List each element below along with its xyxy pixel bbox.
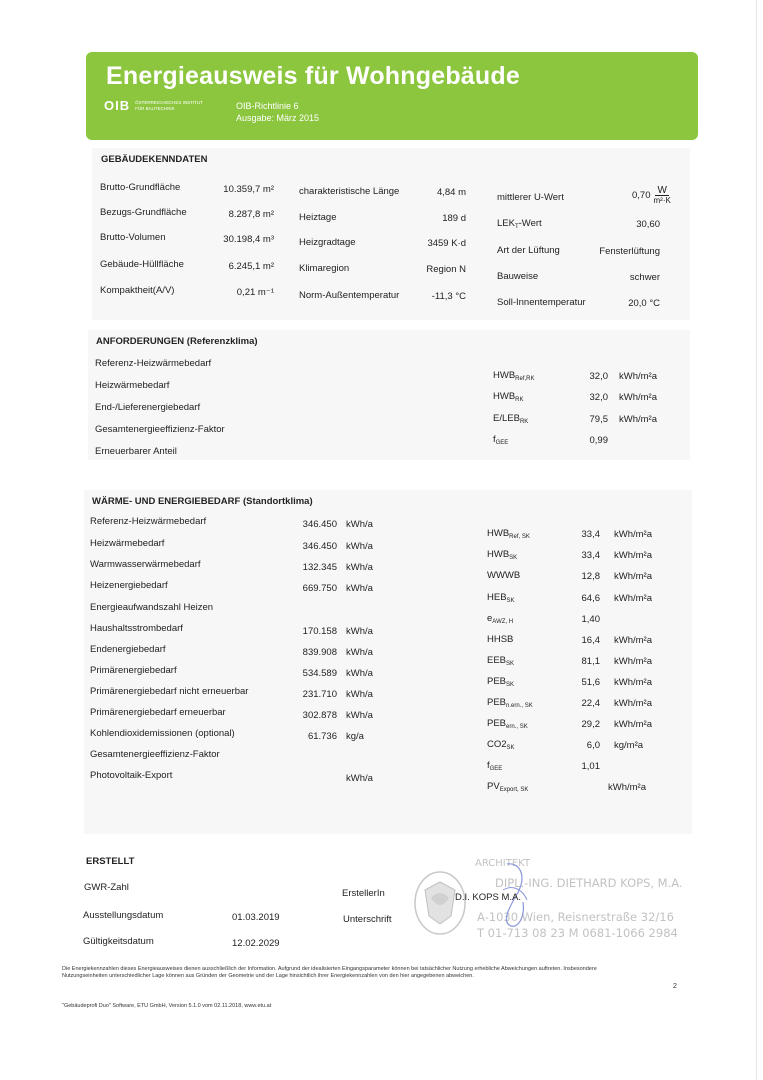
waerme-label: Endenergiebedarf: [90, 644, 166, 655]
anf-key-sub: RK: [515, 397, 524, 403]
anf-key-sub: GEE: [495, 440, 509, 446]
waerme-key: [487, 570, 520, 581]
geb-value: 3459 K·d: [427, 238, 466, 249]
waerme-key-value: 1,40: [581, 614, 600, 625]
waerme-key-value: 64,6: [581, 593, 600, 604]
anforderungen-title: ANFORDERUNGEN (Referenzklima): [96, 336, 258, 347]
erstellt-title: ERSTELLT: [86, 856, 135, 867]
disclaimer: Die Energiekennzahlen dieses Energieausweises dienen ausschließlich der Information. Aufgrund der idealisierten Eingangsparameter können bei tatsächlicher Nutzung erhebliche Abweichungen auftreten. Insbesondere Nutzungseinheiten unterschiedlicher Lage können aus Gründen der Geometrie und der Lage hinsichtlich ihrer Energiekennzahlen von den hier angegebenen abweichen.: [62, 966, 597, 979]
waerme-key: [487, 549, 517, 561]
waerme-panel: [84, 490, 692, 834]
waerme-key-base: PEB: [487, 697, 507, 708]
geb-value: -11,3 °C: [431, 291, 466, 302]
waerme-key-base: HWB: [487, 549, 510, 560]
geb-label: [497, 218, 542, 230]
waerme-key: [487, 634, 513, 645]
waerme-unit: kg/a: [346, 731, 364, 742]
waerme-key: [487, 592, 515, 604]
waerme-unit: kWh/a: [346, 519, 373, 530]
waerme-key: [487, 655, 514, 667]
waerme-key-sub: SK: [506, 745, 515, 751]
waerme-key-base: PV: [487, 781, 500, 792]
geb-label-text: Bauweise: [497, 271, 539, 282]
waerme-key: [487, 697, 533, 709]
waerme-value: 302.878: [302, 710, 337, 721]
stamp-line-4: T 01-713 08 23 M 0681-1066 2984: [477, 926, 678, 940]
software-note: "Gebäudeprofi Duo" Software, ETU GmbH, Version 5.1.0 vom 02.11.2018, www.etu.at: [62, 1003, 272, 1009]
geb-label: Heizgradtage: [299, 237, 356, 248]
waerme-value: 231.710: [302, 689, 337, 700]
waerme-value: 669.750: [302, 583, 337, 594]
waerme-key-value: 6,0: [586, 740, 600, 751]
waerme-label: Gesamtenergieeffizienz-Faktor: [90, 749, 220, 760]
waerme-key-unit: kWh/m²a: [614, 571, 652, 582]
geb-value: 6.245,1 m²: [228, 261, 274, 272]
architect-stamp: [405, 858, 695, 948]
u-unit-num: W: [657, 185, 667, 196]
anf-key-sub: Ref,RK: [515, 376, 535, 382]
waerme-key: [487, 760, 502, 772]
geb-value: Region N: [426, 264, 466, 275]
geb-value: schwer: [629, 272, 660, 283]
geb-label: [497, 192, 564, 203]
geb-label: [497, 297, 586, 308]
waerme-unit: kWh/a: [346, 562, 373, 573]
anf-value: 0,99: [589, 435, 608, 446]
oib-logo: [104, 98, 213, 113]
waerme-label: Heizwärmebedarf: [90, 538, 165, 549]
anf-key: [493, 434, 508, 446]
geb-value: 189 d: [442, 213, 466, 224]
anf-unit: kWh/m²a: [619, 371, 657, 382]
waerme-label: Referenz-Heizwärmebedarf: [90, 516, 207, 527]
waerme-value: 346.450: [302, 519, 337, 530]
waerme-key-sub: Ref, SK: [509, 534, 530, 540]
waerme-key-base: HWB: [487, 528, 510, 539]
anf-key-base: f: [493, 434, 496, 445]
waerme-value: 170.158: [302, 626, 337, 637]
waerme-value: 534.589: [302, 668, 337, 679]
seal-emblem-icon: [411, 868, 469, 938]
anf-unit: kWh/m²a: [619, 392, 657, 403]
u-unit-den: m²·K: [653, 196, 671, 205]
waerme-label: Photovoltaik-Export: [90, 770, 173, 781]
geb-label: Brutto-Volumen: [100, 232, 166, 243]
waerme-value: 346.450: [302, 541, 337, 552]
waerme-unit: kWh/a: [346, 583, 373, 594]
edition: Ausgabe: März 2015: [236, 113, 320, 123]
anf-key: [493, 413, 528, 425]
waerme-label: Primärenergiebedarf nicht erneuerbar: [90, 686, 249, 697]
waerme-unit: kWh/a: [346, 689, 373, 700]
anf-value: 32,0: [589, 371, 608, 382]
waerme-key-value: 16,4: [581, 635, 600, 646]
waerme-key-unit: kWh/m²a: [614, 677, 652, 688]
page-number: 2: [673, 983, 677, 990]
logo-text: ÖSTERREICHISCHES INSTITUT FÜR BAUTECHNIK: [135, 99, 203, 111]
waerme-key: [487, 781, 528, 793]
waerme-key-base: f: [487, 760, 490, 771]
geb-label: [497, 271, 538, 282]
waerme-label: Heizenergiebedarf: [90, 580, 168, 591]
waerme-key-value: 29,2: [581, 719, 600, 730]
stamp-line-1: ARCHITEKT: [475, 858, 531, 869]
waerme-key-base: CO2: [487, 739, 507, 750]
waerme-key-base: HEB: [487, 592, 507, 603]
geb-label-text: mittlerer U-Wert: [497, 192, 564, 203]
geb-label-sub: T: [514, 224, 519, 230]
anf-label: Gesamtenergieeffizienz-Faktor: [95, 424, 225, 435]
waerme-key-value: 81,1: [581, 656, 600, 667]
waerme-key-unit: kWh/m²a: [614, 656, 652, 667]
waerme-key-unit: kWh/m²a: [608, 782, 646, 793]
waerme-key: [487, 718, 528, 730]
waerme-value: 61.736: [307, 731, 337, 742]
stamp-line-3: A-1030 Wien, Reisnerstraße 32/16: [477, 910, 674, 924]
waerme-value: 839.908: [302, 647, 337, 658]
waerme-key-sub: n.ern., SK: [506, 703, 533, 709]
geb-label: Gebäude-Hüllfläche: [100, 259, 184, 270]
geb-label: Brutto-Grundfläche: [100, 182, 181, 193]
guideline: OIB-Richtlinie 6: [236, 101, 299, 111]
waerme-key: [487, 613, 513, 625]
ersteller-label: ErstellerIn: [342, 888, 385, 899]
waerme-key-unit: kWh/m²a: [614, 593, 652, 604]
geb-label: Kompaktheit(A/V): [100, 285, 175, 296]
waerme-key: [487, 528, 530, 540]
geb-value: [632, 186, 671, 205]
ausstellungsdatum-label: Ausstellungsdatum: [83, 910, 164, 921]
waerme-key-sub: Export, SK: [499, 787, 529, 793]
waerme-title: WÄRME- UND ENERGIEBEDARF (Standortklima): [92, 496, 313, 507]
anf-value: 32,0: [589, 392, 608, 403]
anf-label: Erneuerbarer Anteil: [95, 446, 177, 457]
geb-label-text: Art der Lüftung: [497, 245, 560, 256]
waerme-unit: kWh/a: [346, 647, 373, 658]
waerme-key-sub: SK: [506, 661, 515, 667]
waerme-key-sub: ern., SK: [506, 724, 528, 730]
anf-key-base: HWB: [493, 391, 516, 402]
waerme-label: Warmwasserwärmebedarf: [90, 559, 201, 570]
ersteller-value: D.I. KOPS M.A.: [455, 892, 521, 903]
waerme-key-unit: kWh/m²a: [614, 698, 652, 709]
stamp-line-2: DIPL.-ING. DIETHARD KOPS, M.A.: [495, 876, 683, 890]
guideline-info: [236, 100, 319, 124]
waerme-key-base: EEB: [487, 655, 507, 666]
anf-key: [493, 391, 524, 403]
waerme-key: [487, 739, 515, 751]
waerme-unit: kWh/a: [346, 773, 373, 784]
waerme-key-value: 1,01: [581, 761, 600, 772]
anf-key-base: HWB: [493, 370, 516, 381]
waerme-key-base: WWWB: [487, 570, 521, 581]
waerme-unit: kWh/a: [346, 668, 373, 679]
waerme-key-value: 22,4: [581, 698, 600, 709]
logo-mark: OIB: [104, 98, 131, 113]
geb-label: Heiztage: [299, 212, 337, 223]
waerme-key-sub: GEE: [489, 766, 503, 772]
waerme-key: [487, 676, 514, 688]
anf-label: Heizwärmebedarf: [95, 380, 170, 391]
waerme-key-unit: kWh/m²a: [614, 635, 652, 646]
geb-value: 30,60: [636, 219, 660, 230]
geb-label: [497, 245, 560, 256]
waerme-key-unit: kWh/m²a: [614, 719, 652, 730]
geb-value: 10.359,7 m²: [223, 184, 274, 195]
waerme-key-sub: SK: [509, 555, 518, 561]
waerme-unit: kWh/a: [346, 541, 373, 552]
u-unit: [654, 186, 671, 205]
waerme-key-value: 12,8: [581, 571, 600, 582]
geb-label-suffix: -Wert: [518, 218, 542, 229]
geb-value: 0,21 m⁻¹: [236, 287, 274, 298]
waerme-key-sub: AWZ, H: [492, 619, 514, 625]
geb-label: charakteristische Länge: [299, 186, 400, 197]
waerme-key-unit: kWh/m²a: [614, 529, 652, 540]
waerme-key-unit: kWh/m²a: [614, 550, 652, 561]
waerme-label: Primärenergiebedarf erneuerbar: [90, 707, 226, 718]
geb-label: Bezugs-Grundfläche: [100, 207, 187, 218]
anf-value: 79,5: [589, 414, 608, 425]
geb-value: 20,0 °C: [628, 298, 660, 309]
waerme-label: Haushaltsstrombedarf: [90, 623, 183, 634]
geb-label: Norm-Außentemperatur: [299, 290, 400, 301]
waerme-key-sub: SK: [506, 682, 515, 688]
unterschrift-label: Unterschrift: [343, 914, 392, 925]
anf-key: [493, 370, 535, 382]
geb-value: Fensterlüftung: [599, 246, 660, 257]
waerme-key-base: e: [487, 613, 493, 624]
waerme-key-value: 51,6: [581, 677, 600, 688]
waerme-key-base: HHSB: [487, 634, 514, 645]
gwr-label: GWR-Zahl: [84, 882, 129, 893]
gueltigkeitsdatum-label: Gültigkeitsdatum: [83, 936, 154, 947]
geb-value: 8.287,8 m²: [228, 209, 274, 220]
waerme-value: 132.345: [302, 562, 337, 573]
anf-key-sub: RK: [519, 419, 529, 425]
gebaeude-title: GEBÄUDEKENNDATEN: [101, 154, 208, 165]
ausstellungsdatum-value: 01.03.2019: [232, 912, 280, 923]
page-title: Energieausweis für Wohngebäude: [106, 62, 520, 90]
waerme-label: Energieaufwandszahl Heizen: [90, 602, 214, 613]
geb-label-text: LEK: [497, 218, 515, 229]
anf-label: End-/Lieferenergiebedarf: [95, 402, 201, 413]
waerme-label: Primärenergiebedarf: [90, 665, 177, 676]
anf-unit: kWh/m²a: [619, 414, 657, 425]
waerme-key-value: 33,4: [581, 529, 600, 540]
waerme-label: Kohlendioxidemissionen (optional): [90, 728, 235, 739]
title-banner: [86, 52, 698, 140]
anf-key-base: E/LEB: [493, 413, 520, 424]
waerme-key-unit: kg/m²a: [614, 740, 644, 751]
page-edge: [756, 0, 757, 1080]
waerme-key-sub: SK: [506, 598, 515, 604]
waerme-unit: kWh/a: [346, 710, 373, 721]
u-value: 0,70: [632, 190, 651, 202]
waerme-key-base: PEB: [487, 676, 507, 687]
geb-value: 30.198,4 m³: [223, 234, 274, 245]
waerme-key-value: 33,4: [581, 550, 600, 561]
anf-label: Referenz-Heizwärmebedarf: [95, 358, 212, 369]
geb-label: Klimaregion: [299, 263, 350, 274]
gueltigkeitsdatum-value: 12.02.2029: [232, 938, 280, 949]
geb-value: 4,84 m: [436, 187, 466, 198]
waerme-key-base: PEB: [487, 718, 507, 729]
waerme-unit: kWh/a: [346, 626, 373, 637]
geb-label-text: Soll-Innentemperatur: [497, 297, 586, 308]
